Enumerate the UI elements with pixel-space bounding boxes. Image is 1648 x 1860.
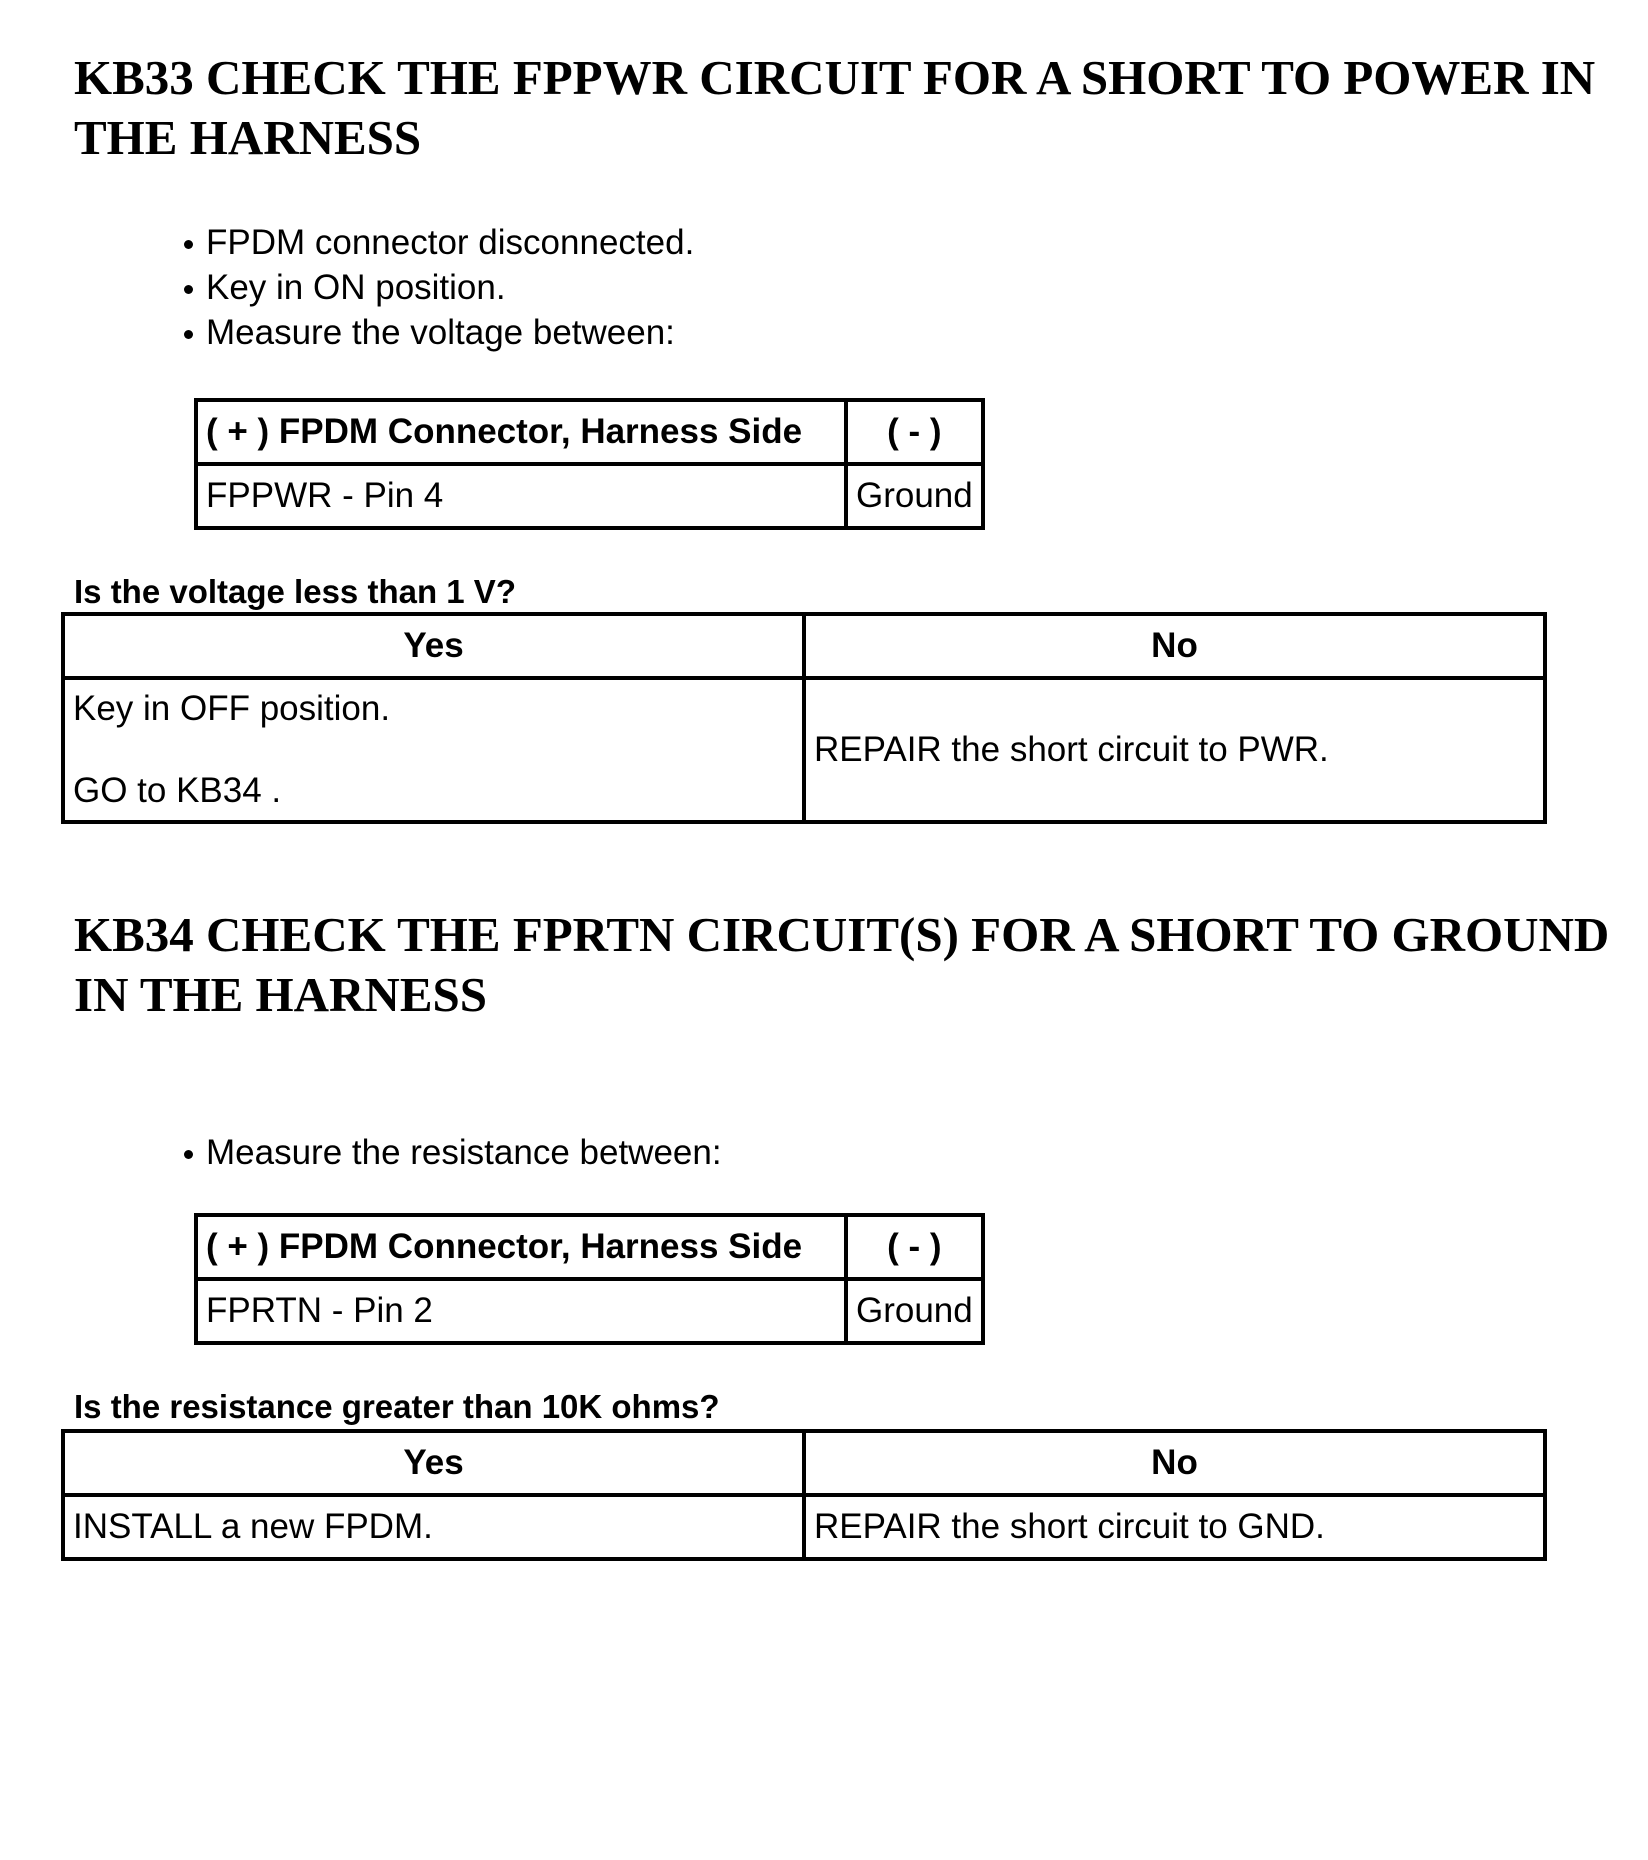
yes-action-line: GO to KB34 . (73, 771, 282, 810)
test-question: Is the resistance greater than 10K ohms? (74, 1388, 720, 1425)
connector-header-negative: ( - ) (846, 1215, 983, 1279)
result-table (61, 612, 1547, 824)
yes-header: Yes (63, 614, 804, 678)
section-heading: KB33 CHECK THE FPPWR CIRCUIT FOR A SHORT TO POWER IN THE HARNESS (74, 50, 1596, 165)
instruction-item: Measure the resistance between: (180, 1130, 722, 1175)
connector-header-positive: ( + ) FPDM Connector, Harness Side (196, 400, 846, 464)
no-cell: REPAIR the short circuit to PWR. (804, 678, 1545, 822)
instruction-item: Key in ON position. (180, 265, 694, 310)
connector-cell-positive: FPPWR - Pin 4 (196, 464, 846, 528)
section-heading: KB34 CHECK THE FPRTN CIRCUIT(S) FOR A SHORT TO GROUND IN THE HARNESS (74, 907, 1610, 1022)
instruction-item: Measure the voltage between: (180, 310, 694, 355)
no-cell: REPAIR the short circuit to GND. (804, 1495, 1545, 1559)
connector-cell-positive: FPRTN - Pin 2 (196, 1279, 846, 1343)
no-header: No (804, 614, 1545, 678)
connector-header-positive: ( + ) FPDM Connector, Harness Side (196, 1215, 846, 1279)
instruction-list (180, 220, 694, 355)
no-header: No (804, 1431, 1545, 1495)
result-table (61, 1429, 1547, 1561)
connector-table (194, 1213, 985, 1345)
yes-header: Yes (63, 1431, 804, 1495)
instruction-list (180, 1130, 722, 1175)
connector-table (194, 398, 985, 530)
yes-cell: INSTALL a new FPDM. (63, 1495, 804, 1559)
connector-cell-negative: Ground (846, 1279, 983, 1343)
connector-header-negative: ( - ) (846, 400, 983, 464)
test-question: Is the voltage less than 1 V? (74, 573, 516, 610)
yes-action-line: Key in OFF position. (73, 689, 391, 728)
yes-cell (63, 678, 804, 822)
connector-cell-negative: Ground (846, 464, 983, 528)
instruction-item: FPDM connector disconnected. (180, 220, 694, 265)
